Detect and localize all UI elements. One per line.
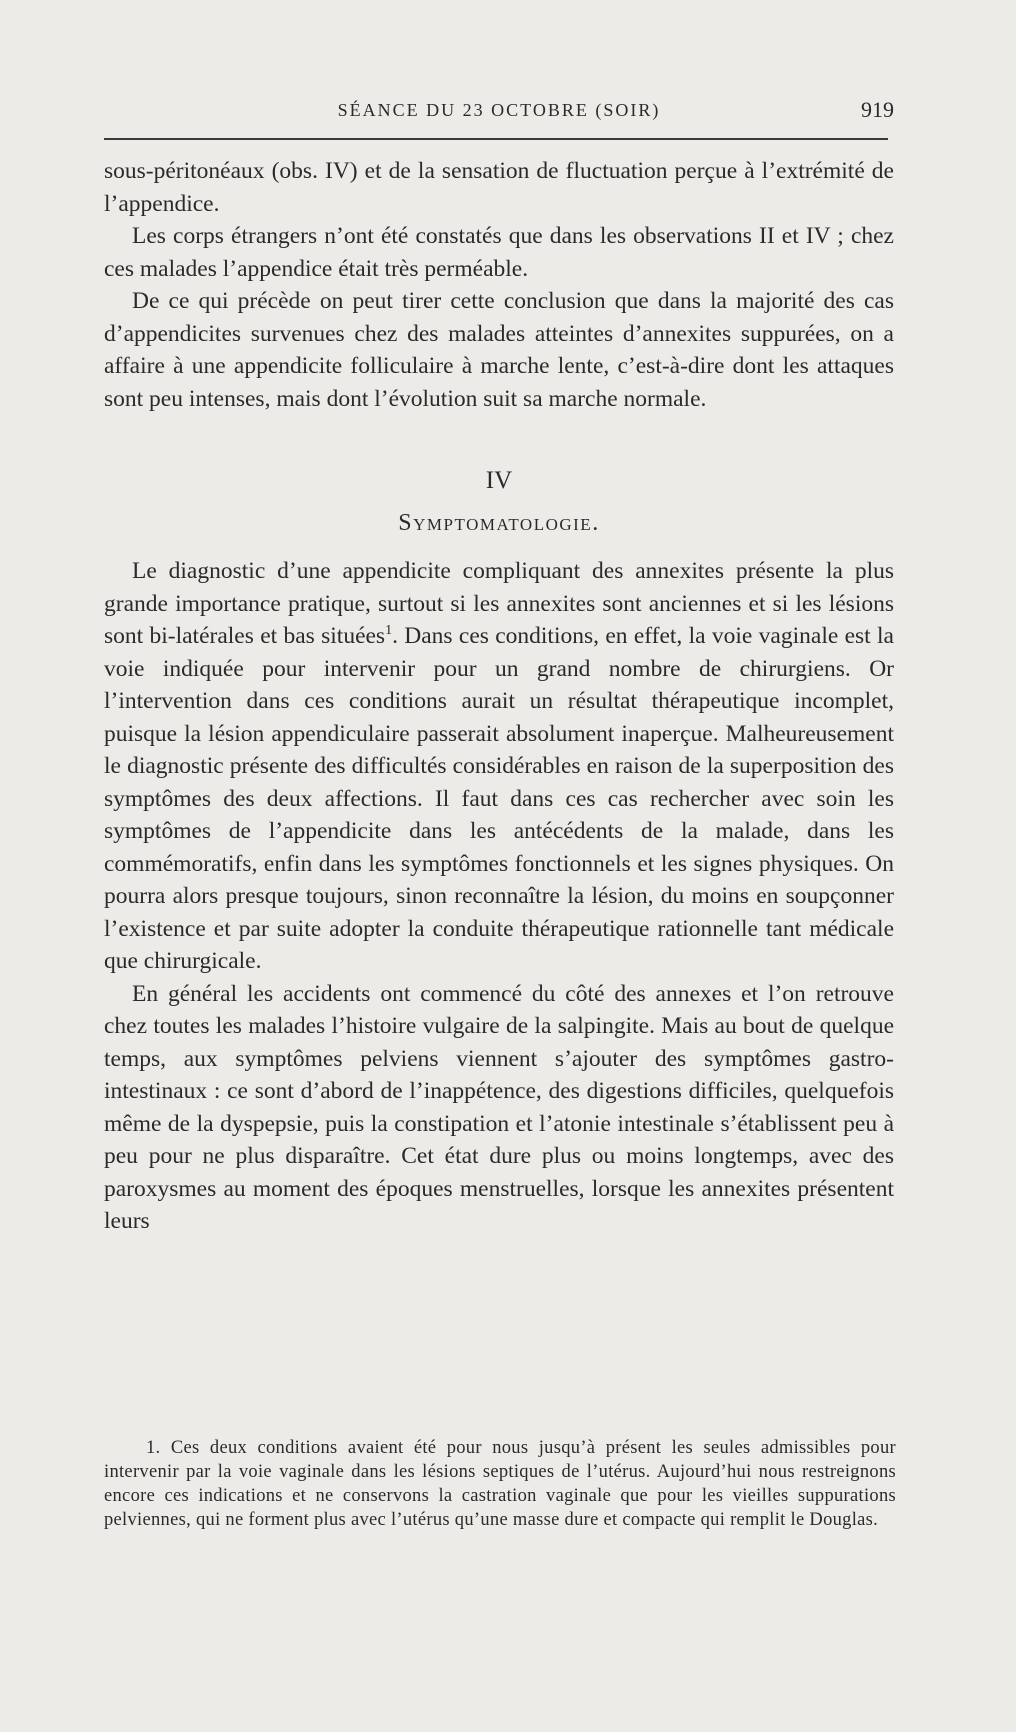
running-title: SÉANCE DU 23 OCTOBRE (SOIR) [337, 100, 661, 120]
paragraph-foreign-bodies: Les corps étrangers n’ont été constatés que dans les observations II et IV ; chez ces malades l’appendice était très perméable. [104, 223, 894, 282]
paragraph-diagnosis [104, 555, 894, 978]
body-text [104, 155, 894, 1238]
section-number: IV [485, 467, 513, 494]
paragraph-diagnosis-part1: Le diagnostic d’une appendicite compliquant des annexites présente la plus grande importance pratique, surtout si les annexites sont anciennes et si les lésions sont bi-latérales et bas situées [104, 558, 894, 649]
paragraph-conclusion: De ce qui précède on peut tirer cette conclusion que dans la majorité des cas d’appendicites survenues chez des malades atteintes d’annexites suppurées, on a affaire à une appendicite folliculaire à marche lente, c’est-à-dire dont les attaques sont peu intenses, mais dont l’évolution suit sa marche normale. [104, 288, 894, 412]
footnote [104, 1436, 896, 1532]
footnote-reference: 1 [385, 623, 393, 639]
page-number: 919 [861, 97, 894, 122]
running-head [104, 96, 894, 126]
footnote-text: 1. Ces deux conditions avaient été pour nous jusqu’à présent les seules admissibles pour intervenir par la voie vaginale dans les lésions septiques de l’utérus. Aujourd’hui nous restreignons encore ces indications et ne conservons la castration vaginale que pour les vieilles suppurations pelviennes, qui ne forment plus avec l’utérus qu’une masse dure et compacte qui remplit le Douglas. [104, 1438, 896, 1530]
paragraph-continuation: sous-péritonéaux (obs. IV) et de la sensation de fluctuation perçue à l’extrémité de l’appendice. [104, 158, 894, 217]
header-rule [104, 138, 888, 140]
paragraph-general: En général les accidents ont commencé du côté des annexes et l’on retrouve chez toutes les malades l’histoire vulgaire de la salpingite. Mais au bout de quelque temps, aux symptômes pelviens viennent s’ajouter des symptômes gastro-intestinaux : ce sont d’abord de l’inappétence, des digestions difficiles, quelquefois même de la dyspepsie, puis la constipation et l’atonie intestinale s’établissent peu à peu pour ne plus disparaître. Cet état dure plus ou moins longtemps, avec des paroxysmes au moment des époques menstruelles, lorsque les annexites présentent leurs [104, 980, 894, 1234]
section-title: Symptomatologie. [398, 510, 600, 536]
paragraph-diagnosis-part2: . Dans ces conditions, en effet, la voie vaginale est la voie indiquée pour intervenir pour un grand nombre de chirurgiens. Or l’intervention dans ces conditions aurait un résultat thérapeutique incomplet, puisque la lésion appendiculaire passerait absolument inaperçue. Malheureusement le diagnostic présente des difficultés considérables en raison de la superposition des symptômes des deux affections. Il faut dans ces cas rechercher avec soin les symptômes de l’appendicite dans les antécédents de la malade, dans les commémoratifs, enfin dans les symptômes fonctionnels et les signes physiques. On pourra alors presque toujours, sinon reconnaître la lésion, du moins en soupçonner l’existence et par suite adopter la conduite thérapeutique rationnelle tant médicale que chirurgicale. [104, 623, 894, 974]
